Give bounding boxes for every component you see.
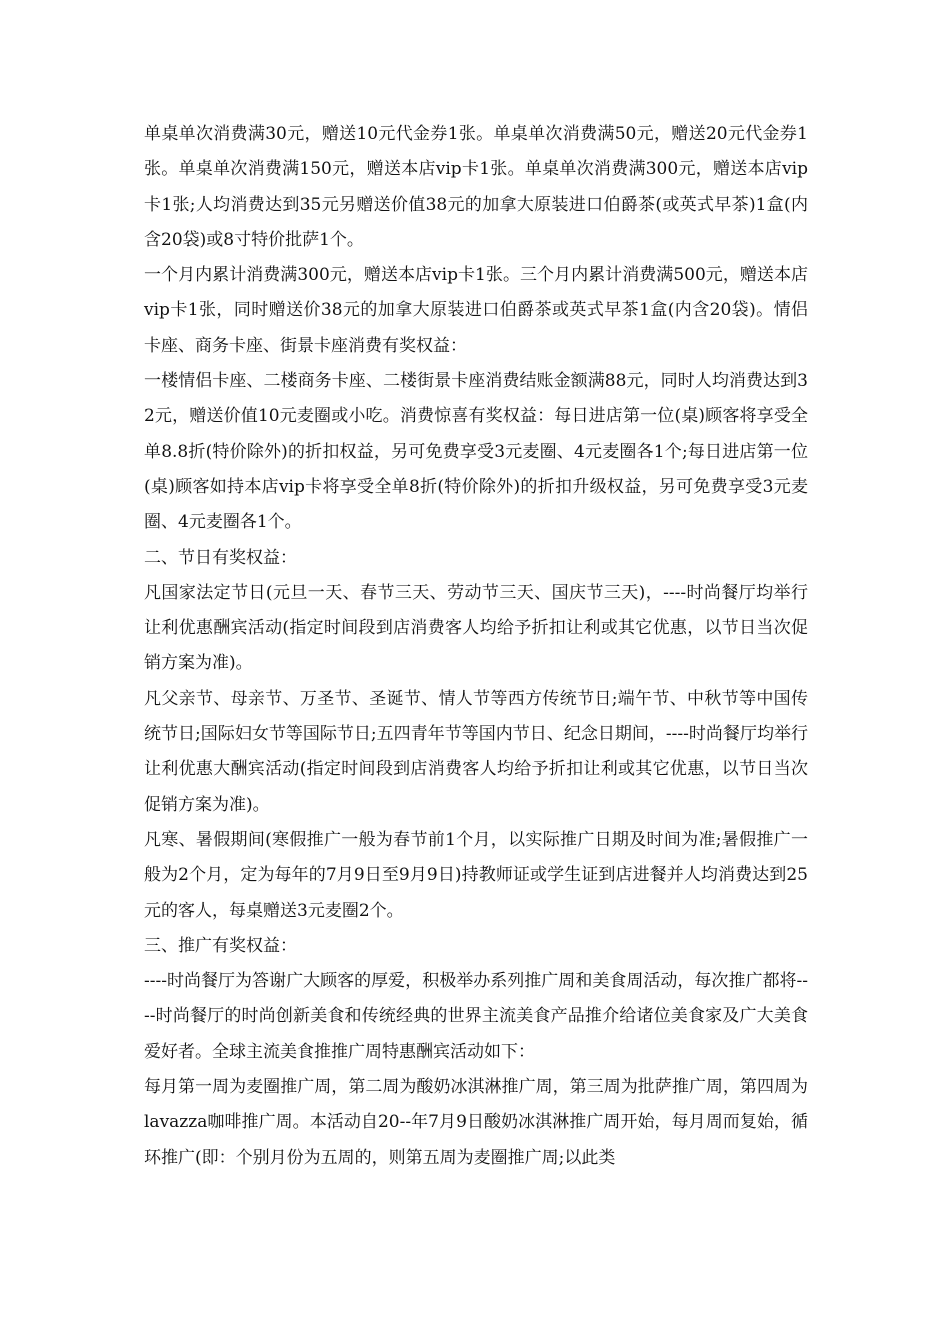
paragraph-monthly-promotion-schedule: 每月第一周为麦圈推广周，第二周为酸奶冰淇淋推广周，第三周为批萨推广周，第四周为lavazza咖啡推广周。本活动自20--年7月9日酸奶冰淇淋推广周开始，每月周而复始，循环推广(即：个别月份为五周的，则第五周为麦圈推广周;以此类 xyxy=(144,1077,808,1168)
section-heading-promotion-rewards: 三、推广有奖权益： xyxy=(144,935,297,956)
section-heading-holiday-rewards: 二、节日有奖权益： xyxy=(144,547,297,568)
paragraph-western-chinese-holidays: 凡父亲节、母亲节、万圣节、圣诞节、情人节等西方传统节日;端午节、中秋节等中国传统节日;国际妇女节等国际节日;五四青年节等国内节日、纪念日期间，----时尚餐厅均举行让利优惠大酬宾活动(指定时间段到店消费客人均给予折扣让利或其它优惠，以节日当次促销方案为准)。 xyxy=(144,688,808,815)
paragraph-promotion-weeks-intro: ----时尚餐厅为答谢广大顾客的厚爱，积极举办系列推广周和美食周活动，每次推广都将----时尚餐厅的时尚创新美食和传统经典的世界主流美食产品推介给诸位美食家及广大美食爱好者。全球主流美食推推广周特惠酬宾活动如下： xyxy=(144,971,808,1062)
paragraph-booth-surprise-rewards: 一楼情侣卡座、二楼商务卡座、二楼街景卡座消费结账金额满88元，同时人均消费达到32元，赠送价值10元麦圈或小吃。消费惊喜有奖权益：每日进店第一位(桌)顾客将享受全单8.8折(特价除外)的折扣权益，另可免费享受3元麦圈、4元麦圈各1个;每日进店第一位(桌)顾客如持本店vip卡将享受全单8折(特价除外)的折扣升级权益，另可免费享受3元麦圈、4元麦圈各1个。 xyxy=(144,371,808,533)
document-body xyxy=(144,117,808,1176)
paragraph-school-vacation: 凡寒、暑假期间(寒假推广一般为春节前1个月，以实际推广日期及时间为准;暑假推广一般为2个月，定为每年的7月9日至9月9日)持教师证或学生证到店进餐并人均消费达到25元的客人，每桌赠送3元麦圈2个。 xyxy=(144,829,808,921)
paragraph-table-spend-rewards: 单桌单次消费满30元，赠送10元代金券1张。单桌单次消费满50元，赠送20元代金券1张。单桌单次消费满150元，赠送本店vip卡1张。单桌单次消费满300元，赠送本店vip卡1张;人均消费达到35元另赠送价值38元的加拿大原装进口伯爵茶(或英式早茶)1盒(内含20袋)或8寸特价批萨1个。 xyxy=(144,124,808,250)
paragraph-cumulative-spend-rewards: 一个月内累计消费满300元，赠送本店vip卡1张。三个月内累计消费满500元，赠送本店vip卡1张，同时赠送价38元的加拿大原装进口伯爵茶或英式早茶1盒(内含20袋)。情侣卡座、商务卡座、街景卡座消费有奖权益： xyxy=(144,265,808,356)
paragraph-national-holidays: 凡国家法定节日(元旦一天、春节三天、劳动节三天、国庆节三天)，----时尚餐厅均举行让利优惠酬宾活动(指定时间段到店消费客人均给予折扣让利或其它优惠，以节日当次促销方案为准)。 xyxy=(144,582,808,674)
